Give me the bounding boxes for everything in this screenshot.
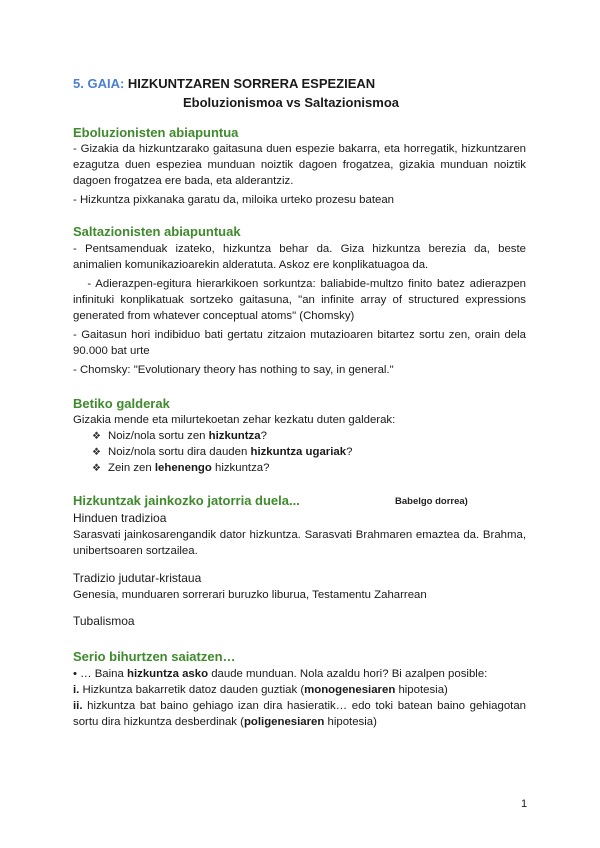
hypothesis-text: hizkuntza bat baino gehiago izan dira hasieratik… edo toki batean baino gehiagotan sortu dira hizkuntza desberdinak ( bbox=[73, 700, 526, 728]
diamond-bullet-icon: ❖ bbox=[92, 431, 101, 442]
saltazionistak-paragraph-4: - Chomsky: "Evolutionary theory has nothing to say, in general." bbox=[73, 364, 394, 376]
page-subtitle: Eboluzionismoa vs Saltazionismoa bbox=[183, 95, 399, 110]
question-text: Noiz/nola sortu dira dauden bbox=[108, 446, 251, 458]
side-note: Babelgo dorrea) bbox=[395, 496, 468, 507]
section-heading-saltazionistak: Saltazionisten abiapuntuak bbox=[73, 224, 241, 239]
hypothesis-emphasis: monogenesiaren bbox=[304, 684, 396, 696]
serio-text: • … Baina bbox=[73, 668, 128, 680]
question-emphasis: hizkuntza ugariak bbox=[250, 446, 347, 458]
eboluzionistak-paragraph-1: - Gizakia da hizkuntzarako gaitasuna duen espezie bakarra, eta horregatik, hizkuntzaren ezagutza duen espezieа munduan noiztik dagoen frogatzea, gizakia munduan noiztik dagoen frogatzea ere bada, eta alderantziz. bbox=[73, 143, 526, 187]
diamond-bullet-icon: ❖ bbox=[92, 463, 101, 474]
hypothesis-i bbox=[73, 682, 526, 698]
page-title bbox=[73, 76, 375, 91]
list-item bbox=[92, 428, 267, 445]
question-text-end: ? bbox=[346, 446, 353, 458]
tubalismoa-label: Tubalismoa bbox=[73, 614, 135, 628]
betiko-intro: Gizakia mende eta milurtekoetan zehar kezkatu duten galderak: bbox=[73, 414, 396, 426]
saltazionistak-paragraph-2: - Adierazpen-egitura hierarkikoen sorkuntza: baliabide-multzo finito batez adierazpen infinituki konplikatuak sortzeko gaitasuna, "an infinite array of structured expressions generated from whatever conceptual atoms" (Chomsky) bbox=[73, 278, 530, 322]
eboluzionistak-paragraph-2: - Hizkuntza pixkanaka garatu da, miloika urteko prozesu batean bbox=[73, 194, 395, 206]
chapter-number: 5. GAIA: bbox=[73, 76, 125, 91]
hypothesis-text-end: hipotesia) bbox=[324, 716, 377, 728]
question-emphasis: lehenengo bbox=[154, 462, 212, 474]
section-heading-eboluzionistak: Eboluzionisten abiapuntua bbox=[73, 125, 239, 140]
hindu-tradition-title: Hinduen tradizioa bbox=[73, 511, 167, 525]
hindu-tradition-text: Sarasvati jainkosarengandik dator hizkuntza. Sarasvati Brahmaren emaztea da. Brahma, unibertsoaren sortzailea. bbox=[73, 529, 526, 557]
hypothesis-label: i. bbox=[73, 684, 80, 696]
hypothesis-label: ii. bbox=[73, 700, 83, 712]
hypothesis-text-end: hipotesia) bbox=[395, 684, 448, 696]
question-text: Zein zen bbox=[108, 462, 155, 474]
list-item bbox=[92, 460, 269, 477]
question-text-end: hizkuntza? bbox=[211, 462, 270, 474]
question-text-end: ? bbox=[260, 430, 267, 442]
chapter-title: HIZKUNTZAREN SORRERA ESPEZIEAN bbox=[127, 76, 376, 91]
judu-tradition-text: Genesia, munduaren sorrerari buruzko liburua, Testamentu Zaharrean bbox=[73, 589, 427, 601]
page-number: 1 bbox=[521, 798, 528, 810]
section-heading-betiko: Betiko galderak bbox=[73, 396, 170, 411]
saltazionistak-paragraph-3: - Gaitasun hori indibiduo bati gertatu zitzaion mutazioaren bitartez sortu zen, orain dela 90.000 bat urte bbox=[73, 329, 526, 357]
serio-text-end: daude munduan. Nola azaldu hori? Bi azalpen posible: bbox=[208, 668, 488, 680]
diamond-bullet-icon: ❖ bbox=[92, 447, 101, 458]
section-heading-jainkozko: Hizkuntzak jainkozko jatorria duela... bbox=[73, 493, 300, 508]
judu-tradition-title: Tradizio judutar-kristaua bbox=[73, 571, 202, 585]
hypothesis-ii bbox=[73, 698, 526, 730]
list-item bbox=[92, 444, 352, 461]
section-heading-serio: Serio bihurtzen saiatzen… bbox=[73, 649, 236, 664]
serio-emphasis: hizkuntza asko bbox=[127, 668, 209, 680]
question-text: Noiz/nola sortu zen bbox=[108, 430, 209, 442]
serio-line-1 bbox=[73, 666, 526, 682]
saltazionistak-paragraph-1: - Pentsamenduak izateko, hizkuntza behar da. Giza hizkuntza berezia da, beste animalien komunikazioarekin alderatuta. Askoz ere konplikatuagoa da. bbox=[73, 243, 526, 271]
hypothesis-text: Hizkuntza bakarretik datoz dauden guztiak ( bbox=[79, 684, 305, 696]
hypothesis-emphasis: poligenesiaren bbox=[243, 716, 325, 728]
question-emphasis: hizkuntza bbox=[208, 430, 261, 442]
